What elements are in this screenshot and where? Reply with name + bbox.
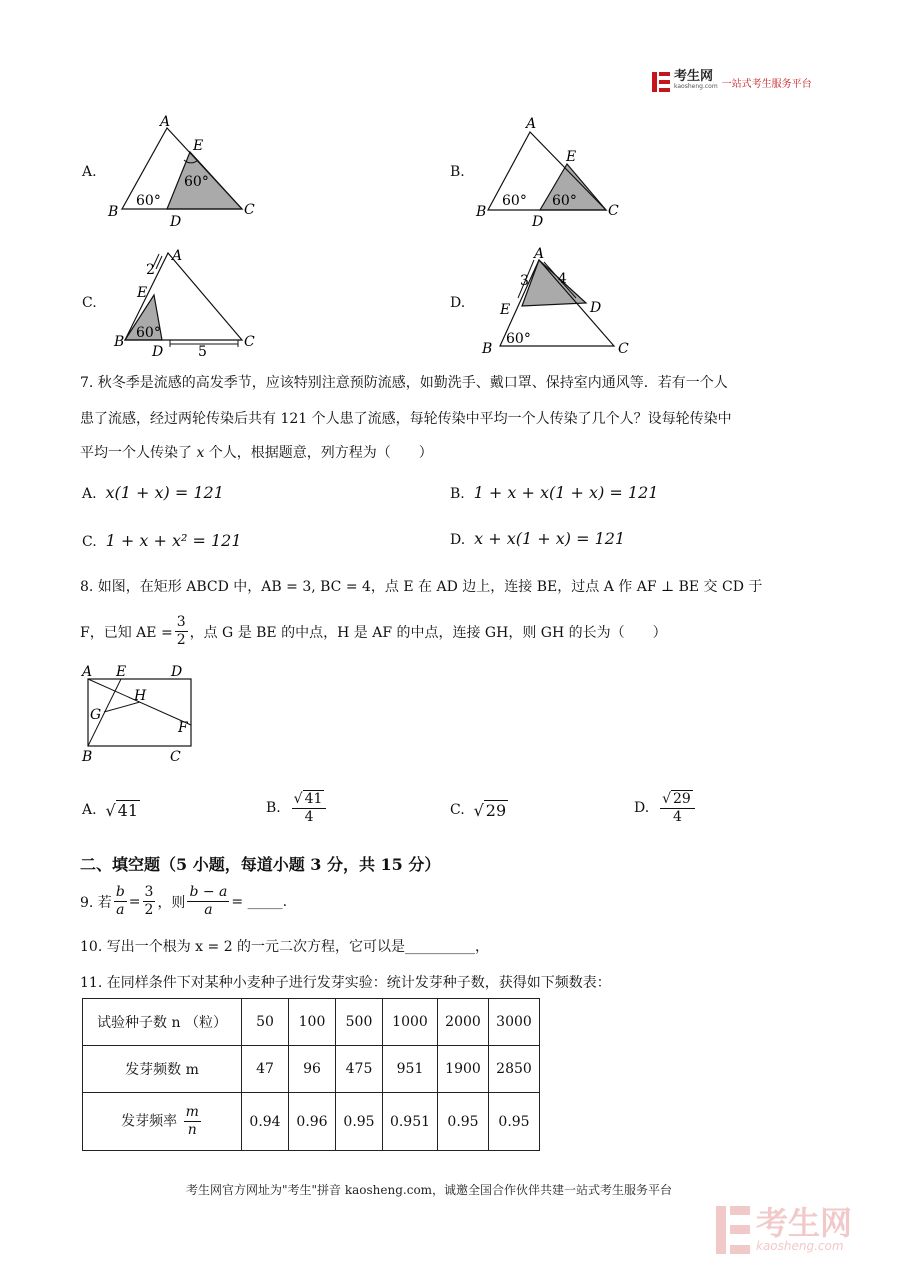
watermark-domain: kaosheng.com [756, 1239, 844, 1253]
q7-option-b: B. 1 + x + x(1 + x) = 121 [450, 483, 659, 502]
label: C [244, 202, 255, 218]
q7-option-a: A. x(1 + x) = 121 [82, 483, 224, 502]
q8-ae-fraction: $\frac{3}{2}$ [176, 614, 186, 648]
svg-text:60°: 60° [136, 325, 161, 341]
angle-label: 60° [184, 174, 209, 190]
label: E [193, 138, 204, 154]
q8-figure [78, 662, 198, 766]
svg-text:60°: 60° [506, 331, 531, 347]
header-domain: kaosheng.com [674, 83, 718, 90]
svg-text:3: 3 [520, 273, 529, 289]
svg-text:E: E [116, 664, 127, 680]
svg-text:H: H [134, 688, 147, 704]
svg-text:E: E [566, 149, 577, 165]
q6-figure-c [110, 245, 260, 360]
svg-text:2: 2 [146, 262, 155, 278]
svg-text:B: B [114, 334, 125, 350]
q8-option-b: B. √ 41 4 [266, 790, 328, 826]
row-label: 发芽频率 $\frac{m}{n}$ [83, 1093, 242, 1151]
svg-text:C: C [244, 334, 255, 350]
row-label: 发芽频数 m [83, 1046, 242, 1093]
q9-line: 9. 若 $\frac{b}{a}$ = $\frac{3}{2}$ ，则 $\frac{b - a}{a}$ = _____. [80, 884, 288, 918]
q6-option-c-letter: C. [82, 295, 97, 311]
section2-title: 二、填空题（5 小题，每道小题 3 分，共 15 分） [80, 855, 441, 874]
q8-line2: F，已知 AE = $\frac{3}{2}$ ，点 G 是 BE 的中点，H 是 AF 的中点，连接 GH，则 GH 的长为（ ） [80, 614, 667, 648]
svg-text:D: D [171, 664, 183, 680]
q6-figure-a [100, 110, 270, 230]
watermark-brand: 考生网 [756, 1204, 853, 1242]
svg-text:A: A [534, 246, 545, 262]
svg-text:D: D [532, 214, 544, 230]
q8-line1: 8. 如图，在矩形 ABCD 中，AB = 3, BC = 4，点 E 在 AD 边上，连接 BE，过点 A 作 AF ⊥ BE 交 CD 于 [80, 579, 763, 595]
svg-text:D: D [590, 300, 602, 316]
q6-figure-b [470, 112, 640, 232]
q7-option-d: D. x + x(1 + x) = 121 [450, 529, 626, 548]
label: D [170, 214, 182, 230]
q7-line1: 7. 秋冬季是流感的高发季节，应该特别注意预防流感，如勤洗手、戴口罩、保持室内通风等．若有一个人 [80, 375, 728, 391]
q6-option-d-letter: D. [450, 295, 466, 311]
svg-text:G: G [90, 707, 102, 723]
svg-text:4: 4 [558, 271, 567, 287]
header-brand: 考生网 [674, 69, 714, 84]
q8-option-c: C. √ 29 [450, 801, 507, 820]
table-row: 发芽频率 $\frac{m}{n}$ 0.94 0.96 0.95 0.951 0.95 0.95 [83, 1093, 540, 1151]
angle-label: 60° [136, 193, 161, 209]
watermark-logo-icon [716, 1206, 750, 1254]
q6-option-b-letter: B. [450, 164, 465, 180]
svg-text:E: E [137, 285, 148, 301]
svg-text:60°: 60° [502, 193, 527, 209]
svg-text:A: A [82, 664, 93, 680]
svg-text:B: B [476, 204, 487, 220]
page-footer: 考生网官方网址为"考生"拼音 kaosheng.com，诚邀全国合作伙伴共建一站式考生服务平台 [186, 1183, 673, 1197]
svg-text:60°: 60° [552, 193, 577, 209]
svg-text:5: 5 [198, 344, 207, 360]
svg-text:A: A [172, 248, 183, 264]
q8-option-d: D. √ 29 4 [634, 790, 697, 826]
svg-text:B: B [482, 341, 493, 357]
svg-text:A: A [526, 116, 537, 132]
q8-option-a: A. √ 41 [82, 801, 139, 820]
svg-text:C: C [618, 341, 629, 357]
kaosheng-logo-icon [652, 72, 670, 92]
header-logo [652, 69, 812, 92]
frequency-table [82, 998, 540, 1151]
svg-text:C: C [170, 749, 181, 765]
svg-text:B: B [82, 749, 93, 765]
q11-line: 11. 在同样条件下对某种小麦种子进行发芽实验：统计发芽种子数，获得如下频数表： [80, 975, 611, 991]
row-label: 试验种子数 n （粒） [83, 999, 242, 1046]
watermark [716, 1206, 852, 1254]
q10-line: 10. 写出一个根为 x = 2 的一元二次方程，它可以是__________， [80, 939, 490, 955]
table-row: 发芽频数 m 47 96 475 951 1900 2850 [83, 1046, 540, 1093]
svg-text:C: C [608, 203, 619, 219]
table-row: 试验种子数 n （粒） 50 100 500 1000 2000 3000 [83, 999, 540, 1046]
label: B [108, 204, 119, 220]
svg-text:D: D [152, 344, 164, 360]
q7-line3: 平均一个人传染了 x 个人，根据题意，列方程为（ ） [80, 445, 433, 461]
svg-text:F: F [178, 720, 188, 736]
q6-figure-d [478, 246, 648, 361]
q6-option-a-letter: A. [82, 164, 97, 180]
q7-option-c: C. 1 + x + x² = 121 [82, 531, 242, 550]
header-tagline: 一站式考生服务平台 [721, 78, 812, 90]
q7-line2: 患了流感，经过两轮传染后共有 121 个人患了流感，每轮传染中平均一个人传染了几个人？设每轮传染中 [80, 411, 732, 427]
svg-text:E: E [500, 302, 511, 318]
label: A [160, 114, 171, 130]
